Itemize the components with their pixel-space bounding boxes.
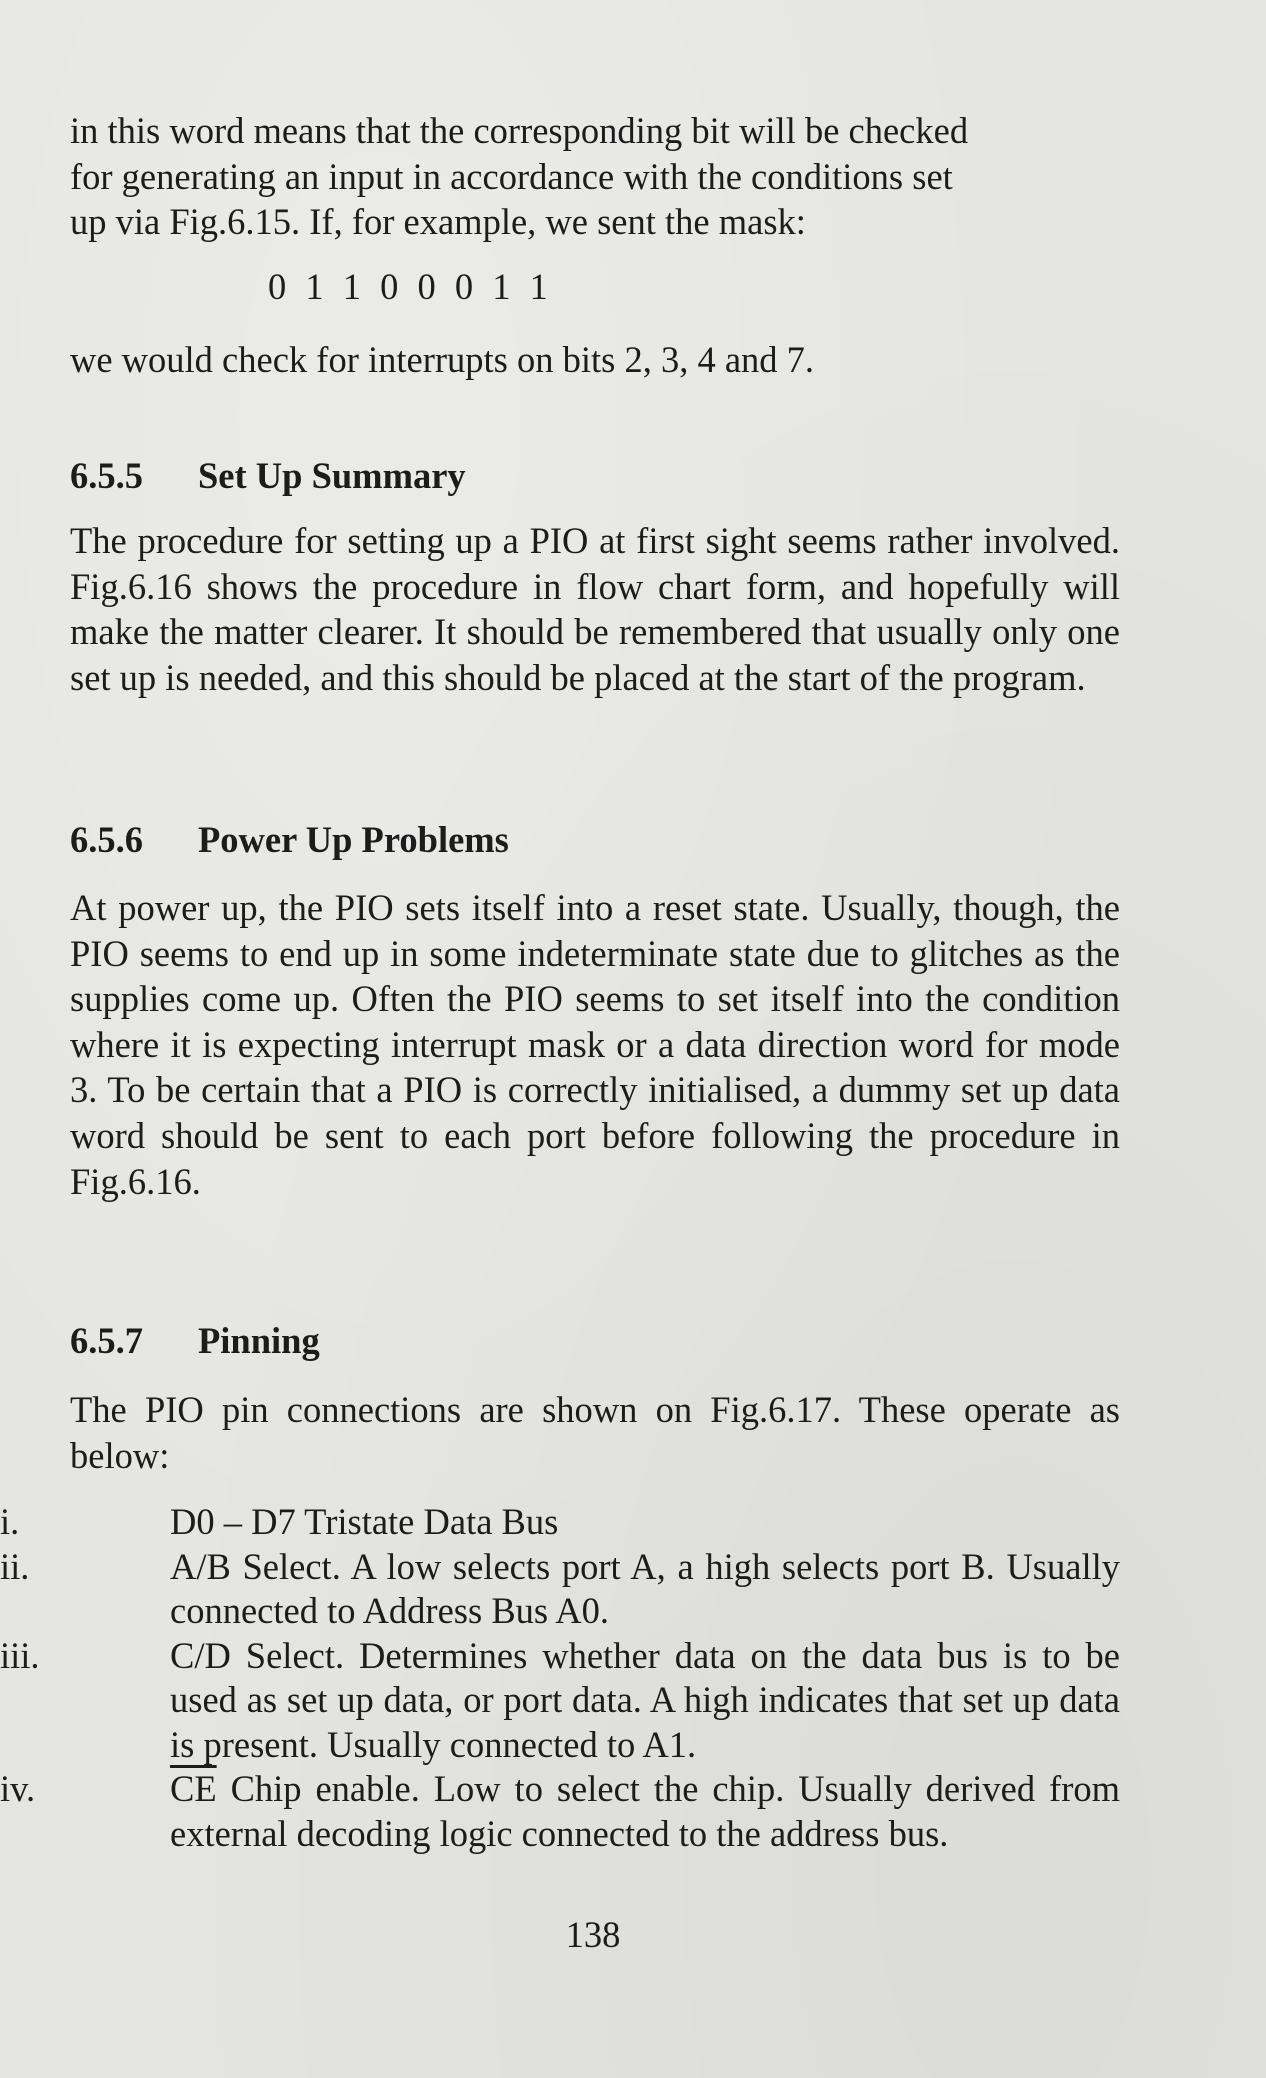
list-item-text: C/D Select. Determines whether data on the data bus is to be used as set up data, or port data. A high indicates that set up data is present. Usually connected to A1. <box>170 1634 1120 1765</box>
section-title: Power Up Problems <box>198 819 509 860</box>
list-marker: i. <box>0 1501 20 1542</box>
list-item <box>0 1634 1266 1768</box>
interrupt-mask-value: 0 1 1 0 0 0 1 1 <box>268 266 553 307</box>
pinning-body <box>70 1387 1120 1478</box>
list-item-text: D0 – D7 Tristate Data Bus <box>170 1501 559 1542</box>
section-heading-power-up-problems <box>70 817 509 862</box>
section-body-text: The PIO pin connections are shown on Fig.6.17. These operate as below: <box>70 1389 1120 1476</box>
pin-list <box>0 1500 1266 1856</box>
list-marker: ii. <box>0 1545 30 1587</box>
section-body-text: At power up, the PIO sets itself into a reset state. Usually, though, the PIO seems to end up in some indeterminate state due to glitches as the supplies come up. Often the PIO seems to set itself into the condition where it is expecting interrupt mask or a data direction word for mode 3. To be certain that a PIO is correctly initialised, a dummy set up data word should be sent to each port before following the procedure in Fig.6.16. <box>70 887 1120 1202</box>
list-marker: iii. <box>0 1634 40 1676</box>
section-number: 6.5.5 <box>70 455 143 496</box>
after-mask-line: we would check for interrupts on bits 2, 3, 4 and 7. <box>70 339 815 380</box>
section-number: 6.5.7 <box>70 1320 143 1361</box>
list-item <box>0 1500 1266 1545</box>
set-up-summary-body <box>70 518 1120 700</box>
section-body-text: The procedure for setting up a PIO at first sight seems rather involved. Fig.6.16 shows the procedure in flow chart form, and hopefully will make the matter clearer. It should be remembered that usually only one set up is needed, and this should be placed at the start of the program. <box>70 520 1120 698</box>
page-number: 138 <box>565 1914 621 1955</box>
intro-line-3: up via Fig.6.15. If, for example, we sent the mask: <box>70 201 806 243</box>
section-heading-pinning <box>70 1318 320 1363</box>
list-marker: iv. <box>0 1768 36 1809</box>
intro-line-2: for generating an input in accordance with the conditions set <box>70 155 953 197</box>
power-up-problems-body <box>70 885 1120 1204</box>
list-item-text: Chip enable. Low to select the chip. Usually derived from external decoding logic connected to the address bus. <box>170 1768 1120 1854</box>
list-item-text: A/B Select. A low selects port A, a high selects port B. Usually connected to Address Bus A0. <box>170 1545 1120 1631</box>
chip-enable-signal: $\overline{CE}$ <box>170 1768 217 1809</box>
section-number: 6.5.6 <box>70 819 143 860</box>
intro-line-1: in this word means that the corresponding bit will be checked <box>70 110 969 151</box>
list-item <box>0 1545 1266 1634</box>
section-title: Set Up Summary <box>198 455 466 496</box>
section-title: Pinning <box>198 1320 320 1361</box>
after-mask-paragraph <box>70 337 1120 383</box>
intro-paragraph <box>70 108 1120 245</box>
section-heading-set-up-summary <box>70 453 466 498</box>
list-item <box>0 1767 1266 1856</box>
